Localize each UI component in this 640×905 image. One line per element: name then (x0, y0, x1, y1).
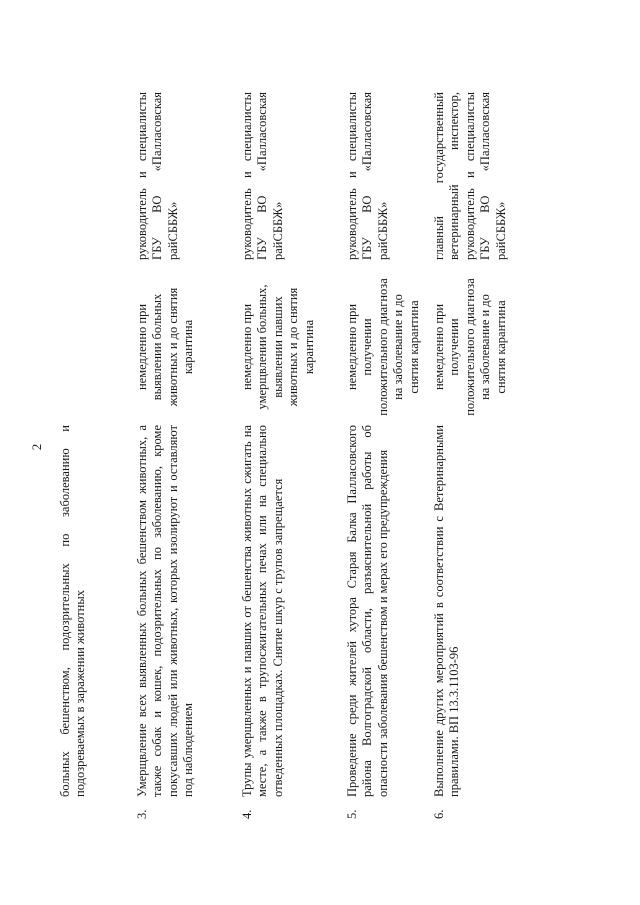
row-number: 4. (240, 809, 254, 819)
measure-timing: немедленно при получении положительного диагноза на заболевание и до снятия карантина (432, 278, 508, 416)
measure-timing: немедленно при выявлении больных животных и до снятия карантина (135, 287, 196, 407)
measure-responsible: руководитель и специалисты ГБУ ВО «Палласовская райСББЖ» (345, 92, 390, 260)
measure-responsible: руководитель и специалисты ГБУ ВО «Палласовская райСББЖ» (135, 92, 180, 260)
measure-description: Выполнение других мероприятий в соответствии с Ветеринарными правилами. ВП 13.3.1103-96 (432, 425, 462, 797)
measure-description: больных бешенством, подозрительных по заболеванию и подозреваемых в заражении животных (58, 425, 88, 797)
measure-responsible: руководитель и специалисты ГБУ ВО «Палласовская райСББЖ» (240, 92, 285, 260)
measure-description: Проведение среди жителей хутора Старая Балка Палласовского района Волгоградской области, разъяснительной работы об опасности заболевания бешенством и мерах его предупреждения (345, 425, 390, 797)
measure-description: Трупы умерщвленных и павших от бешенства животных сжигать на месте, а также в трупосжигательных печах или на специально отведенных площадках. Снятие шкур с трупов запрещается (240, 425, 285, 797)
measure-timing: немедленно при получении положительного диагноза на заболевание и до снятия карантина (345, 278, 421, 416)
measure-description: Умерщвление всех выявленных больных бешенством животных, а также собак и кошек, подозрительных по заболеванию, кроме покусавших людей или животных, которых изолируют и оставляют под наблюдением (135, 425, 196, 797)
measure-timing: немедленно при умерщвлении больных, выявлении павших животных и до снятия карантина (240, 284, 316, 410)
row-number: 6. (432, 809, 446, 819)
page-number: 2 (29, 443, 44, 451)
measure-responsible: главный государственный ветеринарный инспектор, руководитель и специалисты ГБУ ВО «Палласовская райСББЖ» (432, 92, 508, 260)
row-number: 3. (135, 809, 149, 819)
row-number: 5. (345, 809, 359, 819)
